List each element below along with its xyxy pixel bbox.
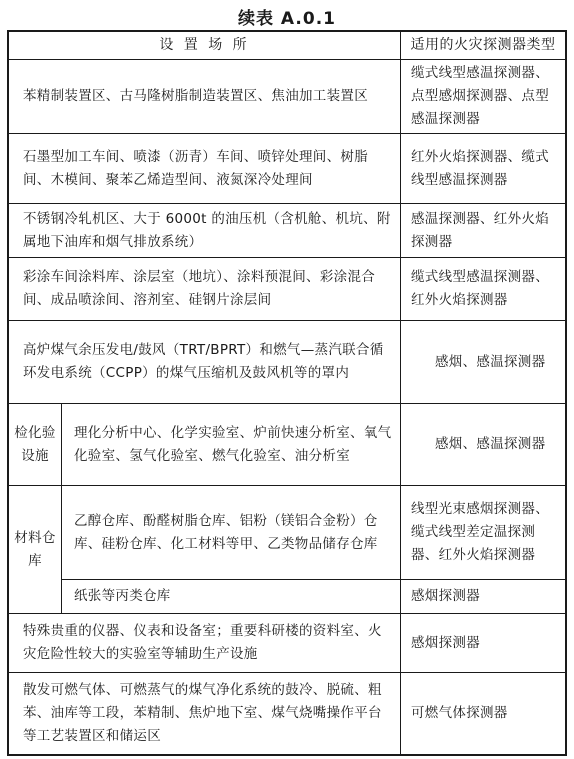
fire-detector-table [7,30,567,756]
place-text: 乙醇仓库、酚醛树脂仓库、铝粉（镁铝合金粉）仓库、硅粉仓库、化工材料等甲、乙类物品储存仓库 [74,512,378,552]
table-row-detector [401,673,565,754]
table-row-place [9,321,400,403]
table-row-place [9,134,400,203]
detector-text: 可燃气体探测器 [411,705,508,721]
detector-text: 线型光束感烟探测器、缆式线型差定温探测器、红外火焰探测器 [411,501,549,563]
group-text: 检化验设施 [14,424,56,464]
table-title: 续表 A.0.1 [238,9,336,29]
table-row-place [9,60,400,133]
place-text: 纸张等丙类仓库 [74,588,171,604]
table-row-place [9,204,400,257]
table-row-place [62,580,400,613]
place-text: 不锈钢冷轧机区、大于 6000t 的油压机（含机舱、机坑、附属地下油库和烟气排放系统） [23,210,391,250]
table-row-detector [401,204,565,257]
table-row-detector [401,258,565,320]
place-text: 苯精制装置区、古马隆树脂制造装置区、焦油加工装置区 [23,88,368,104]
table-row-detector [401,321,565,403]
detector-text: 感烟、感温探测器 [435,436,546,452]
header-place: 设 置 场 所 [159,37,250,53]
place-text: 高炉煤气余压发电/鼓风（TRT/BPRT）和燃气—蒸汽联合循环发电系统（CCPP）的煤气压缩机及鼓风机等的罩内 [23,342,384,381]
place-text: 散发可燃气体、可燃蒸气的煤气净化系统的鼓冷、脱硫、粗苯、油库等工段，苯精制、焦炉地下室、煤气烧嘴操作平台等工艺装置区和储运区 [23,682,382,744]
detector-text: 红外火焰探测器、缆式线型感温探测器 [411,148,549,188]
table-row-place [62,486,400,579]
table-row-place [9,258,400,320]
table-row-place [9,614,400,672]
group-label [9,404,61,485]
header-detector: 适用的火灾探测器类型 [410,37,556,53]
group-label [9,486,61,613]
table-row-detector [401,486,565,579]
table-row-detector [401,614,565,672]
place-text: 彩涂车间涂料库、涂层室（地坑）、涂料预混间、彩涂混合间、成品喷涂间、溶剂室、硅钢片涂层间 [23,269,376,308]
detector-text: 感烟探测器 [411,634,480,651]
detector-text: 缆式线型感温探测器、点型感烟探测器、点型感温探测器 [411,65,549,127]
group-text: 材料仓库 [14,529,56,569]
place-text: 石墨型加工车间、喷漆（沥青）车间、喷锌处理间、树脂间、木模间、聚苯乙烯造型间、液氮深冷处理间 [23,148,368,188]
table-row-detector [401,134,565,203]
detector-text: 感烟探测器 [411,588,480,604]
table-row-detector [401,580,565,613]
place-text: 特殊贵重的仪器、仪表和设备室；重要科研楼的资料室、火灾危险性较大的实验室等辅助生产设施 [23,623,382,662]
table-row-detector [401,60,565,133]
table-row-place [9,673,400,754]
detector-text: 感温探测器、红外火焰探测器 [411,210,549,250]
detector-text: 感烟、感温探测器 [435,353,546,370]
place-text: 理化分析中心、化学实验室、炉前快速分析室、氧气化验室、氢气化验室、燃气化验室、油分析室 [74,424,392,464]
detector-text: 缆式线型感温探测器、红外火焰探测器 [411,269,549,308]
table-row-place [62,404,400,485]
table-row-detector [401,404,565,485]
